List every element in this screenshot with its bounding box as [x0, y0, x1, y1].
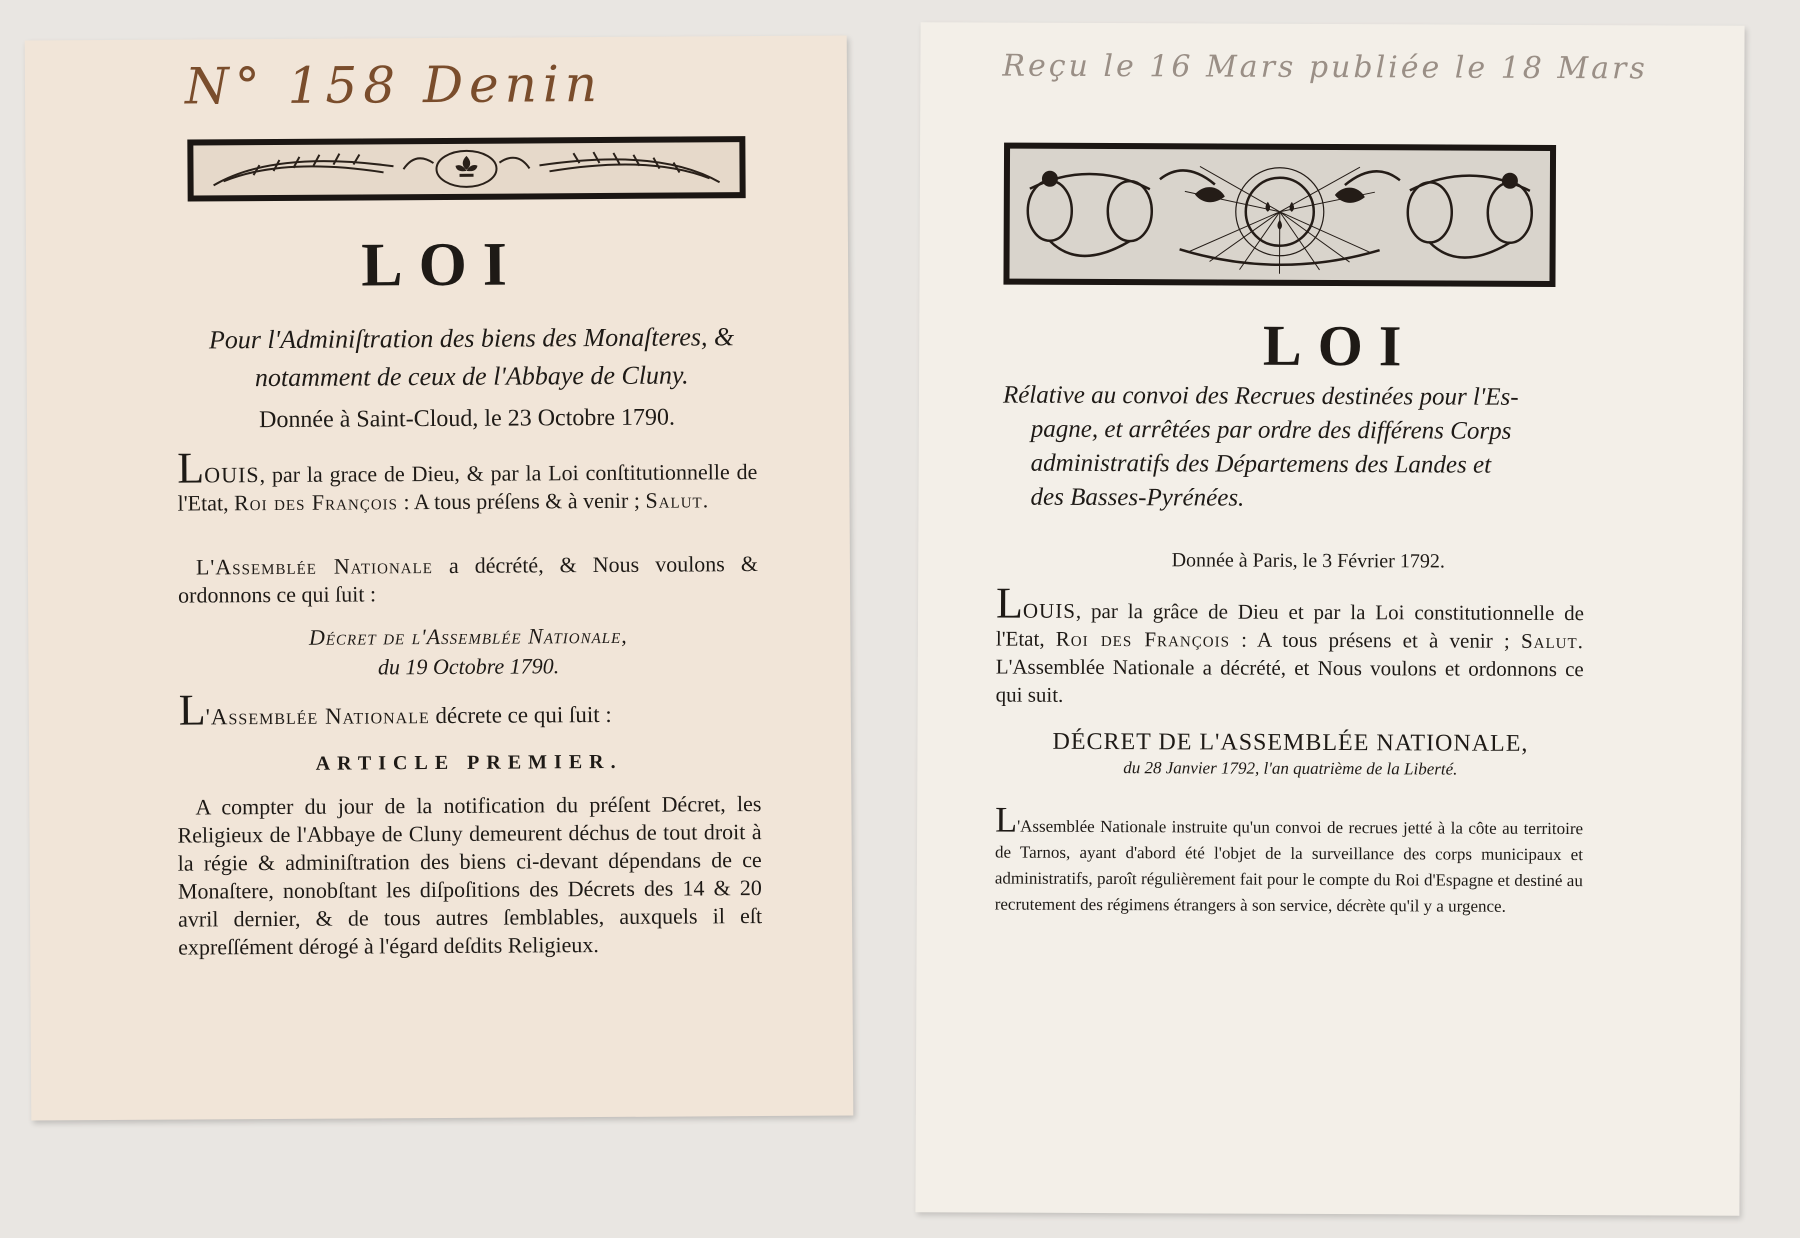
decree-date-line: du 28 Janvier 1792, l'an quatrième de la Liberté.	[1123, 758, 1458, 779]
drop-cap: L	[995, 578, 1024, 628]
decree-body: 'Assemblée Nationale instruite qu'un convoi de recrues jetté à la côte au territoire de Tarnos, ayant d'abord été l'objet de la surveillance des corps municipaux et administratifs, paroît régulièrement fait pour le compte du Roi d'Espagne et destiné au recrutement des régimens étrangers à son service, décrète qu'il y a urgence.	[994, 816, 1584, 916]
given-at-line: Donnée à Paris, le 3 Février 1792.	[1171, 549, 1445, 573]
handwritten-publication-note: Reçu le 16 Mars publiée le 18 Mars	[1002, 48, 1648, 87]
royal-preamble	[995, 578, 1585, 712]
article-heading: ARTICLE PREMIER.	[315, 750, 623, 775]
preamble-text: , par la grâce de Dieu et par la Loi constitutionnelle de l'Etat,	[995, 598, 1585, 651]
subtitle-line: Rélative au convoi des Recrues destinées pour l'Es-	[1002, 381, 1519, 411]
left-document-sheet	[25, 35, 854, 1120]
assembly-text: a décrété, & Nous voulons & ordonnons ce qui ſuit :	[178, 551, 759, 608]
fleur-de-lis-ornament-icon	[193, 142, 739, 195]
salut: Salut.	[1520, 628, 1584, 654]
king-title: Roi des François	[1055, 626, 1230, 652]
king-name: OUIS	[1022, 598, 1076, 623]
salut: Salut.	[645, 487, 710, 513]
decree-intro	[178, 685, 759, 735]
royal-preamble	[177, 443, 758, 518]
preamble-text: , par la grace de Dieu, & par la Loi conſtitutionnelle de l'Etat,	[177, 459, 758, 516]
ornamental-banner-fleur-de-lis	[187, 136, 745, 201]
decree-heading	[995, 729, 1585, 781]
assembly-name: L'Assemblée Nationale	[195, 553, 434, 580]
preamble-text: : A tous présens et à venir ;	[1229, 627, 1522, 653]
assembly-decreed-line	[178, 550, 758, 610]
preamble-text: : A tous préſens & à venir ;	[397, 487, 646, 515]
given-at-line: Donnée à Saint-Cloud, le 23 Octobre 1790.	[258, 404, 676, 434]
decree-heading	[188, 620, 748, 683]
assembly-name: 'Assemblée Nationale	[205, 703, 430, 730]
document-subtitle	[156, 318, 786, 398]
decree-date-line: du 19 Octobre 1790.	[377, 653, 560, 680]
drop-cap: L	[177, 443, 205, 493]
royal-arms-ornament-icon	[1009, 149, 1550, 281]
document-title: LOI	[1262, 312, 1418, 379]
ornamental-banner-royal-arms	[1003, 143, 1556, 287]
right-document-sheet	[915, 22, 1744, 1216]
decree-text	[994, 799, 1584, 921]
document-title: LOI	[361, 230, 524, 300]
subtitle-line: pagne, et arrêtées par ordre des différens Corps	[1030, 415, 1512, 445]
subtitle-line: des Basses-Pyrénées.	[1030, 483, 1245, 512]
king-name: OUIS	[204, 462, 260, 488]
subtitle-line: Pour l'Adminiſtration des biens des Monaſteres, &	[208, 322, 735, 355]
article-text: A compter du jour de la notification du préſent Décret, les Religieux de l'Abbaye de Cluny demeurent déchus de tout droit à la régie & adminiſtration des biens ci-devant dépendans de ce Monaſtere, nonobſtant les diſpoſitions des Décrets des 14 & 20 avril dernier, & de tous autres ſemblables, auxquels il eſt expreſſément dérogé à l'égard deſdits Religieux.	[177, 791, 763, 960]
subtitle-line: administratifs des Départemens des Landes et	[1030, 449, 1492, 479]
drop-cap: L	[995, 799, 1018, 840]
document-subtitle	[996, 379, 1587, 518]
king-title: Roi des François	[233, 489, 399, 516]
handwritten-number-note: N° 158 Denin	[184, 54, 604, 116]
decree-intro-text: décrete ce qui ſuit :	[429, 701, 612, 729]
subtitle-line: notamment de ceux de l'Abbaye de Cluny.	[254, 360, 689, 393]
decree-heading-line: DÉCRET DE L'ASSEMBLÉE NATIONALE,	[1052, 728, 1529, 757]
drop-cap: L	[178, 685, 206, 735]
decree-heading-line: Décret de l'Assemblée Nationale,	[308, 622, 628, 650]
preamble-text: L'Assemblée Nationale a décrété, et Nous voulons et ordonnons ce qui suit.	[995, 654, 1584, 707]
